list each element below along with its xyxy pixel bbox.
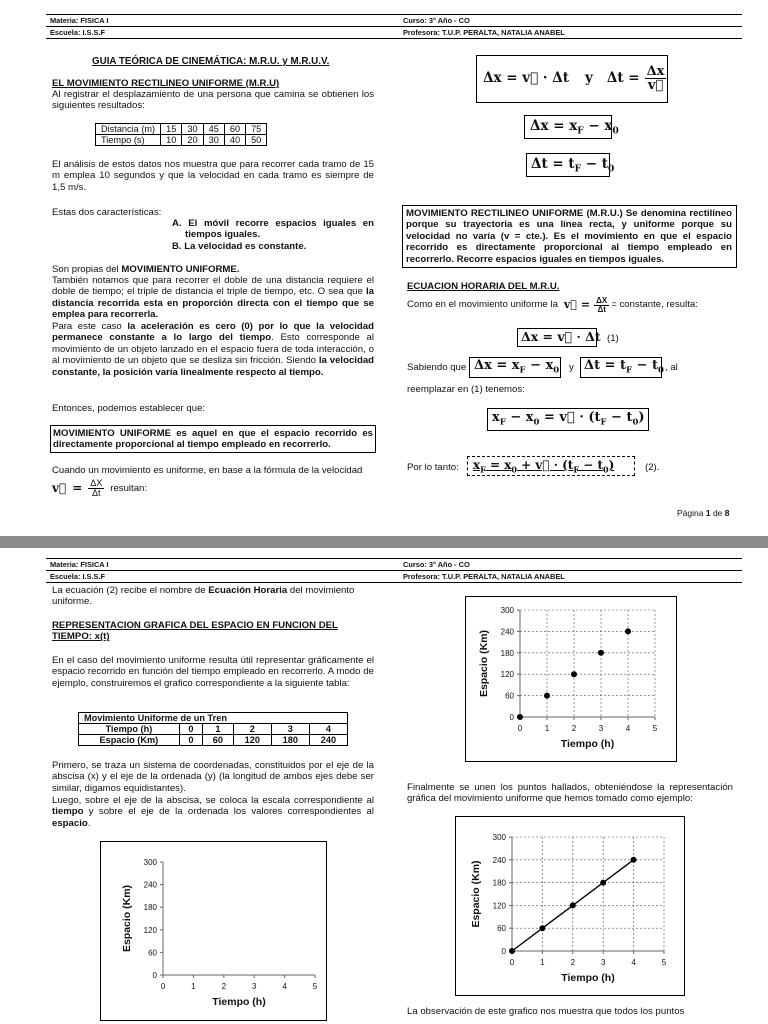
y-tick-label: 180 xyxy=(143,903,157,913)
formula-part: 0 xyxy=(632,417,639,428)
formula-part: x xyxy=(492,410,500,425)
x-tick-label: 4 xyxy=(282,982,287,991)
table-cell: 30 xyxy=(182,124,203,135)
formula-part: F xyxy=(626,365,633,376)
distance-time-table xyxy=(95,123,267,146)
formula-part: − x xyxy=(583,118,613,134)
y-tick-label: 180 xyxy=(492,878,506,888)
page-number xyxy=(677,508,730,519)
data-point xyxy=(544,693,550,699)
text-span: es aquel en que el espacio recorrido es directamente proporcional al tiempo empleado en recorrerlo. xyxy=(53,428,374,451)
equation-1: Δx = v⃗ · Δt xyxy=(521,329,601,344)
header-escuela: Escuela: I.S.S.F xyxy=(50,28,106,37)
formula-part: F xyxy=(600,417,607,428)
definition-text-uniform xyxy=(53,428,373,451)
equation-2: $x_F = x_0$ + v⃗ · $(t_F - t_0)$ xyxy=(473,458,615,475)
x-tick-label: 1 xyxy=(540,958,545,967)
header-curso: Curso: 3° Año - CO xyxy=(403,16,470,25)
text-span: Son propias del xyxy=(52,264,122,275)
train-table-title: Movimiento Uniforme de un Tren xyxy=(79,713,348,724)
table-cell: 10 xyxy=(161,135,182,146)
feature-b: B. La velocidad es constante. xyxy=(172,241,307,252)
table-cell: 30 xyxy=(203,135,224,146)
formula-part: F xyxy=(577,126,584,137)
y-axis-label: Espacio (Km) xyxy=(478,629,490,698)
velocity-symbol: v⃗ xyxy=(52,480,67,495)
proportion-paragraph xyxy=(52,275,374,321)
y-tick-label: 0 xyxy=(152,971,157,980)
y-tick-label: 120 xyxy=(143,925,157,935)
page-header xyxy=(46,14,742,39)
x-tick-label: 3 xyxy=(600,958,606,967)
table-cell: 15 xyxy=(161,124,182,135)
table-cell: 45 xyxy=(203,124,224,135)
fraction xyxy=(88,479,104,498)
formula-part: − t xyxy=(581,156,609,172)
text-span: de xyxy=(710,508,725,518)
text-span: la aceleración es cero (0) por lo que la velocidad permanece constante a lo largo del tiempo xyxy=(52,321,374,344)
coordinates-paragraph: Primero, se traza un sistema de coordenadas, constituidos por el eje de la abscisa (x) y el eje de la ordenada (y) (la longitud de ambos ejes debe ser similar, digamos equidistantes). xyxy=(52,760,374,794)
table-cell: 20 xyxy=(182,135,203,146)
data-point xyxy=(539,925,545,931)
header-profesora: Profesora: T.U.P. PERALTA, NATALIA ANABEL xyxy=(403,572,565,581)
fraction-denominator: Δt xyxy=(597,304,606,314)
definition-text-mru: MOVIMIENTO RECTILINEO UNIFORME (M.R.U.) Se denomina rectilíneo porque su trayectoria es una línea recta, y uniforme porque su velocidad no varía (v = cte.). Es el movimiento en que el espacio recorrido es directamente proporcional al tiempo empleado en recorrerlo. Recorre espacios iguales en tiempos iguales. xyxy=(406,208,732,265)
mru-heading: EL MOVIMIENTO RECTILINEO UNIFORME (M.R.U) xyxy=(52,78,280,89)
x-tick-label: 2 xyxy=(571,724,577,733)
equals-symbol: = xyxy=(580,298,591,312)
text-span: . Esto corresponde al movimiento de un objeto lanzado en el espacio fuera de toda interacción, o al movimiento de un objeto que se desliza sin fricción. Siendo xyxy=(52,332,374,367)
y-tick-label: 300 xyxy=(143,858,157,867)
representation-heading: REPRESENTACION GRAFICA DEL ESPACIO EN FUNCION DEL TIEMPO: x(t) xyxy=(52,620,338,643)
x-tick-label: 1 xyxy=(544,724,550,733)
table-cell: 50 xyxy=(246,135,267,146)
x-tick-label: 2 xyxy=(570,958,576,967)
scale-paragraph xyxy=(52,795,374,829)
x-tick-label: 2 xyxy=(221,982,227,991)
text-span: Página xyxy=(677,508,706,518)
table-cell: 2 xyxy=(233,724,271,735)
formula-part: 0 xyxy=(658,365,664,376)
header-escuela: Escuela: I.S.S.F xyxy=(50,572,106,581)
text-span: espacio xyxy=(52,817,88,829)
y-axis-label: Espacio (Km) xyxy=(470,860,482,928)
fraction-numerator: ΔX xyxy=(596,295,608,305)
table-row-label: Tiempo (s) xyxy=(96,135,161,146)
sabiendo-text: Sabiendo que xyxy=(407,362,467,373)
x-tick-label: 0 xyxy=(160,982,166,991)
text-span: del movimiento uniforme. xyxy=(52,585,355,608)
y-tick-label: 60 xyxy=(497,924,506,934)
fraction-numerator: Δx xyxy=(646,63,665,79)
formula-part: Δx = x xyxy=(530,118,578,134)
equation-1-label: (1) xyxy=(607,333,619,344)
text-span: tiempo xyxy=(52,806,84,818)
data-point xyxy=(600,880,606,886)
formula-part: − t xyxy=(632,358,659,373)
text-span: la distancia recorrida esta en proporción directa con el tiempo que se emplea para recorrerla. xyxy=(52,286,374,321)
formula-part: Δx = x xyxy=(474,358,520,373)
fraction-denominator: Δt xyxy=(92,488,101,498)
data-point xyxy=(631,857,637,863)
como-line xyxy=(407,292,698,318)
y-tick-label: 180 xyxy=(500,648,514,658)
formula-part: 0 xyxy=(511,464,517,475)
text-span: También notamos que para recorrer el doble de una distancia requiere el doble de tiempo; el triple de distancia el triple de tiempo, etc. O sea que xyxy=(52,275,374,298)
x-tick-label: 4 xyxy=(631,958,636,967)
table-row-label: Tiempo (h) xyxy=(79,724,180,735)
table-cell: 75 xyxy=(246,124,267,135)
resultan-text: resultan: xyxy=(110,482,148,494)
fraction-denominator: v⃗ xyxy=(647,77,664,93)
formula-part: − t xyxy=(579,458,603,472)
y-tick-label: 240 xyxy=(500,627,514,637)
ecuacion-horaria-paragraph xyxy=(52,585,374,608)
y-tick-label: 60 xyxy=(148,948,157,958)
formula-part: F xyxy=(480,464,486,475)
y-tick-label: 300 xyxy=(492,833,506,842)
x-tick-label: 5 xyxy=(661,958,667,967)
entonces-text: Entonces, podemos establecer que: xyxy=(52,403,206,414)
data-point xyxy=(625,628,631,634)
table-cell: 40 xyxy=(224,135,245,146)
data-point xyxy=(571,671,577,677)
x-tick-label: 5 xyxy=(652,724,658,733)
page-2 xyxy=(0,548,768,1024)
velocity-symbol: v⃗ xyxy=(563,298,577,312)
x-tick-label: 0 xyxy=(509,958,515,967)
table-cell: 120 xyxy=(233,735,271,746)
table-cell: 0 xyxy=(179,724,202,735)
acceleration-paragraph xyxy=(52,321,374,378)
son-propias xyxy=(52,264,240,275)
formula-part: − x xyxy=(525,358,554,373)
text-span: = constante, resulta: xyxy=(611,299,698,311)
table-cell: 180 xyxy=(271,735,309,746)
page-title: GUIA TEÓRICA DE CINEMÁTICA: M.R.U. y M.R.U.V. xyxy=(92,56,330,67)
data-point xyxy=(598,650,604,656)
text-span: y sobre el eje de la ordenada los valores correspondientes al xyxy=(83,806,374,818)
fraction xyxy=(645,65,667,92)
y-word: y xyxy=(569,362,574,373)
y-tick-label: 240 xyxy=(143,880,157,890)
table-cell: 0 xyxy=(179,735,202,746)
x-tick-label: 0 xyxy=(517,724,523,733)
fraction-numerator: ΔX xyxy=(90,478,103,488)
formula-dx-2 xyxy=(474,358,559,376)
y-tick-label: 0 xyxy=(509,713,514,722)
formula-dt-2 xyxy=(584,358,664,376)
table-cell: 3 xyxy=(271,724,309,735)
table-cell: 60 xyxy=(224,124,245,135)
text-span: MOVIMIENTO UNIFORME. xyxy=(121,264,240,275)
intro-paragraph: Al registrar el desplazamiento de una persona que camina se obtienen los siguientes resultados: xyxy=(52,89,374,112)
formula-dx xyxy=(530,118,619,137)
formula-part: F xyxy=(574,164,582,175)
formula-part: F xyxy=(499,417,506,428)
features-intro: Estas dos características: xyxy=(52,207,162,218)
y-tick-label: 120 xyxy=(500,670,514,680)
formula-part: 0 xyxy=(553,365,560,376)
chart-points xyxy=(467,598,674,760)
table-cell: 240 xyxy=(309,735,347,746)
finalmente-paragraph: Finalmente se unen los puntos hallados, obteniéndose la representación gráfica del movimiento uniforme que hemos tomado como ejemplo: xyxy=(407,782,733,805)
equation-long: $x_F - x_0$ = v⃗ · $(t_F - t_0)$ xyxy=(492,410,645,428)
table-cell: 60 xyxy=(203,735,234,746)
x-axis-label: Tiempo (h) xyxy=(561,972,615,984)
x-tick-label: 3 xyxy=(251,982,257,991)
formula-part: F xyxy=(573,464,580,475)
table-cell: 4 xyxy=(309,724,347,735)
text-span: . xyxy=(87,817,91,829)
formula-part: x xyxy=(473,458,481,472)
text-span: MOVIMIENTO UNIFORME xyxy=(53,428,172,439)
formula-part: 0 xyxy=(602,464,609,475)
x-tick-label: 1 xyxy=(191,982,196,991)
x-tick-label: 5 xyxy=(312,982,318,991)
formula-part: Δt = t xyxy=(531,156,575,172)
formula-part: = v⃗ · (t xyxy=(539,410,601,425)
formula-part: y xyxy=(585,70,593,86)
al-text: , al xyxy=(665,362,678,373)
y-tick-label: 0 xyxy=(501,947,506,956)
formula-part: Δt = xyxy=(606,70,640,86)
train-table xyxy=(78,712,348,746)
cuando-text: Cuando un movimiento es uniforme, en base a la fórmula de la velocidad xyxy=(52,465,363,476)
y-axis-label: Espacio (Km) xyxy=(121,884,133,953)
fraction xyxy=(594,297,609,314)
x-axis-label: Tiempo (h) xyxy=(212,996,266,1008)
y-tick-label: 60 xyxy=(505,691,514,701)
y-tick-label: 240 xyxy=(492,855,506,865)
analysis-paragraph: El análisis de estos datos nos muestra que para recorrer cada tramo de 15 m emplea 10 segundos y que la velocidad en cada tramo es siempre de 1,5 m/s. xyxy=(52,159,374,193)
x-tick-label: 3 xyxy=(598,724,604,733)
text-span: la velocidad constante, la posición varía linealmente respecto al tiempo. xyxy=(52,355,375,378)
text-span: Ecuación Horaria xyxy=(208,585,288,596)
formula-part: F xyxy=(519,365,526,376)
formula-part: − x xyxy=(505,410,534,425)
reemplazar-text: reemplazar en (1) tenemos: xyxy=(407,384,525,395)
formula-main xyxy=(483,60,666,96)
x-axis-label: Tiempo (h) xyxy=(560,738,615,750)
header-materia: Materia: FISICA I xyxy=(50,560,109,569)
velocity-formula-line xyxy=(52,479,147,498)
chart-empty-axes xyxy=(102,843,324,1019)
formula-part: 0 xyxy=(533,417,540,428)
chart-line xyxy=(457,818,682,994)
data-point xyxy=(517,714,523,720)
observacion-paragraph: La observación de este grafico nos muestra que todos los puntos xyxy=(407,1006,685,1017)
text-span: Para este caso xyxy=(52,321,128,332)
formula-part: Δt = t xyxy=(584,358,627,373)
text-span: 1 xyxy=(705,508,711,518)
ecuacion-heading: ECUACION HORARIA DEL M.R.U. xyxy=(407,281,560,292)
formula-part: + v⃗ · (t xyxy=(517,458,574,472)
data-point xyxy=(570,902,576,908)
header-curso: Curso: 3° Año - CO xyxy=(403,560,470,569)
table-row-label: Espacio (Km) xyxy=(79,735,180,746)
y-tick-label: 120 xyxy=(492,901,506,911)
equals-symbol: = xyxy=(72,480,83,495)
text-span: 8 xyxy=(724,508,730,518)
formula-dt xyxy=(531,156,614,175)
table-row-label: Distancia (m) xyxy=(96,124,161,135)
text-span: La ecuación (2) recibe el nombre de xyxy=(52,585,209,596)
formula-part: − t xyxy=(606,410,633,425)
text-span: Como en el movimiento uniforme la xyxy=(407,299,558,311)
header-materia: Materia: FISICA I xyxy=(50,16,109,25)
representation-paragraph: En el caso del movimiento uniforme resulta útil representar gráficamente el espacio recorrido en función del tiempo empleado en recorrerlo. A modo de ejemplo, construiremos el grafico correspondiente a la siguiente tabla: xyxy=(52,655,374,689)
x-tick-label: 4 xyxy=(625,724,631,733)
data-point xyxy=(509,948,515,954)
formula-part: Δx = v⃗ · Δt xyxy=(483,70,569,86)
formula-part: 0 xyxy=(612,126,619,137)
feature-a: A. El móvil recorre espacios iguales en tiempos iguales. xyxy=(172,218,374,241)
formula-part: 0 xyxy=(608,164,615,175)
formula-part: = x xyxy=(485,458,512,472)
por-lo-tanto: Por lo tanto: xyxy=(407,462,459,473)
y-tick-label: 300 xyxy=(500,606,514,615)
text-span: Luego, sobre el eje de la abscisa, se coloca la escala correspondiente al xyxy=(52,795,374,806)
header-profesora: Profesora: T.U.P. PERALTA, NATALIA ANABEL xyxy=(403,28,565,37)
equation-2-label: (2). xyxy=(645,462,660,473)
table-cell: 1 xyxy=(203,724,234,735)
page-header xyxy=(46,558,742,583)
